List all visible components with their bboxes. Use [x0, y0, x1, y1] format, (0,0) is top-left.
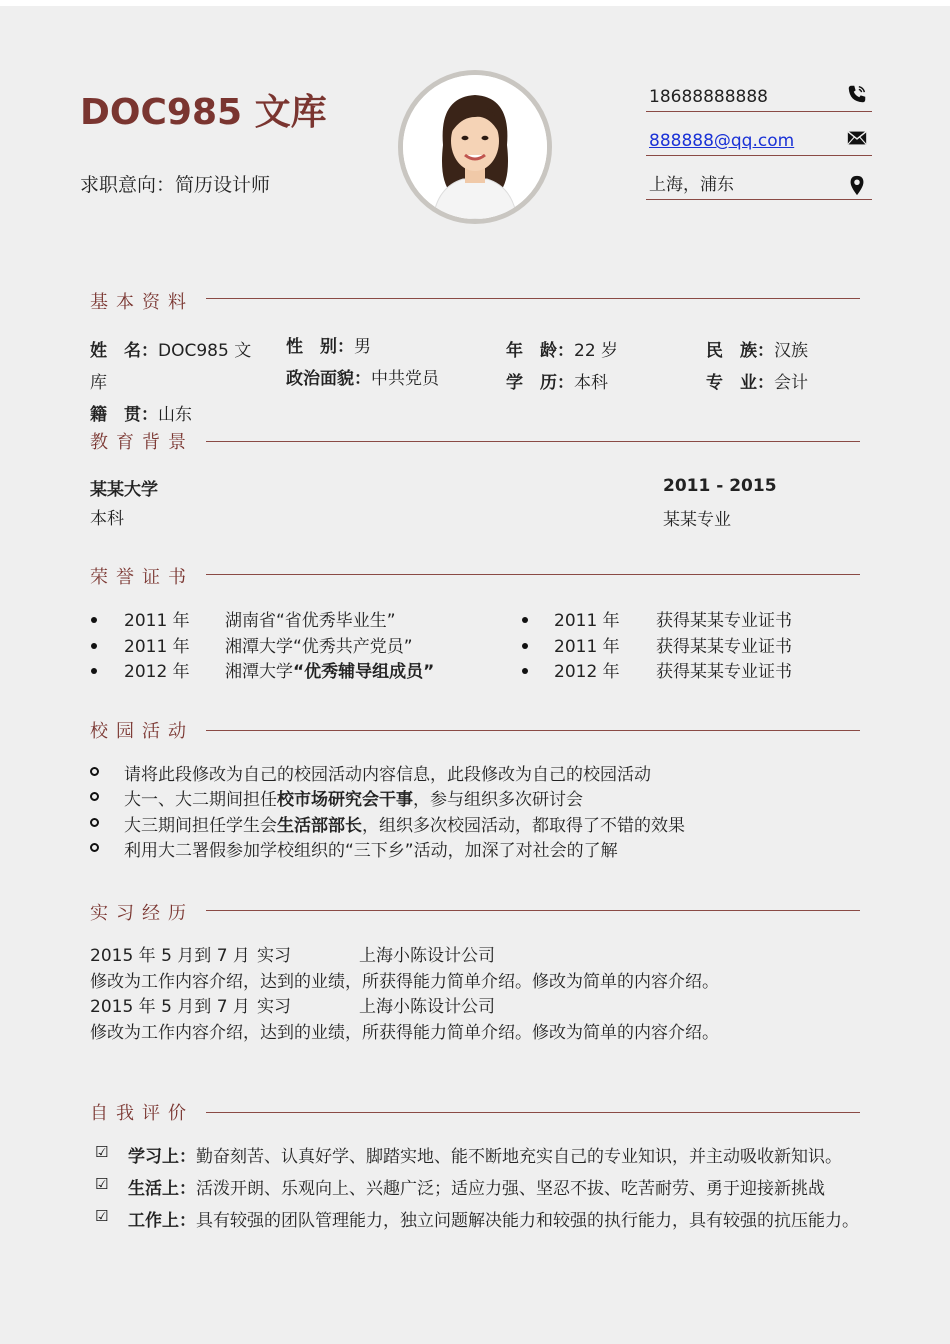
education-label: 学 历： — [506, 373, 574, 393]
cert-text: 获得某某专业证书 — [656, 662, 792, 682]
gender-label: 性 别： — [286, 337, 354, 357]
campus-text: ，组织多次校园活动，都取得了不错的效果 — [362, 816, 685, 836]
honor-year: 2011 年 — [124, 637, 190, 657]
major-label: 专 业： — [706, 373, 774, 393]
honor-text: 湘潭大学“优秀共产党员” — [225, 637, 413, 657]
campus-item — [124, 836, 618, 861]
honor-text-group — [225, 657, 434, 682]
cert-year: 2011 年 — [554, 611, 620, 631]
basic-major-field — [706, 368, 808, 393]
section-divider — [206, 298, 860, 299]
resume-page — [0, 6, 950, 1344]
intern-company: 上海小陈设计公司 — [359, 946, 495, 966]
intern-desc: 修改为工作内容介绍，达到的业绩，所获得能力简单介绍。修改为简单的内容介绍。 — [90, 1023, 719, 1043]
education-major: 某某专业 — [663, 510, 731, 530]
campus-text: 大一、大二期间担任 — [124, 790, 277, 810]
phone-number[interactable]: 18688888888 — [649, 87, 768, 107]
location-icon — [846, 173, 868, 197]
honor-text-bold: “优秀辅导组成员” — [293, 662, 435, 682]
degree: 本科 — [90, 509, 124, 529]
checkbox-icon: ☑ — [95, 1207, 109, 1225]
section-title-internship: 实习经历 — [90, 903, 194, 924]
section-title-honors: 荣誉证书 — [90, 567, 194, 588]
honor-text: 湖南省“省优秀毕业生” — [225, 611, 396, 631]
checkbox-icon: ☑ — [95, 1175, 109, 1193]
portrait-image — [403, 75, 547, 219]
cert-year: 2011 年 — [554, 637, 620, 657]
campus-item — [124, 811, 685, 836]
basic-education-field — [506, 368, 608, 393]
honor-text: 湘潭大学 — [225, 662, 293, 682]
bullet — [91, 617, 97, 623]
self-label: 学习上： — [128, 1147, 196, 1167]
section-divider — [206, 910, 860, 911]
self-label: 生活上： — [128, 1179, 196, 1199]
cert-text: 获得某某专业证书 — [656, 611, 792, 631]
mail-icon — [846, 127, 868, 149]
cert-year: 2012 年 — [554, 662, 620, 682]
email-link[interactable]: 888888@qq.com — [649, 131, 795, 151]
bullet — [522, 643, 528, 649]
contact-email-row — [646, 116, 872, 156]
basic-political-field — [286, 364, 439, 389]
ring-bullet — [90, 792, 99, 801]
section-title-basic: 基本资料 — [90, 292, 194, 313]
basic-origin-field — [90, 400, 192, 425]
phone-icon — [846, 83, 868, 105]
campus-text-bold: 生活部部长 — [277, 816, 362, 836]
section-title-education: 教育背景 — [90, 432, 194, 453]
political-label: 政治面貌： — [286, 369, 371, 389]
basic-age-field — [506, 336, 618, 361]
origin-label: 籍 贯： — [90, 405, 158, 425]
intern-role: 实习 — [257, 946, 291, 966]
bullet — [522, 668, 528, 674]
address: 上海，浦东 — [649, 175, 734, 195]
self-text: 具有较强的团队管理能力，独立问题解决能力和较强的执行能力，具有较强的抗压能力。 — [196, 1211, 859, 1231]
self-text: 活泼开朗、乐观向上、兴趣广泛；适应力强、坚忍不拔、吃苦耐劳、勇于迎接新挑战 — [196, 1179, 825, 1199]
section-divider — [206, 1112, 860, 1113]
age-label: 年 龄： — [506, 341, 574, 361]
checkbox-icon: ☑ — [95, 1143, 109, 1161]
intern-date: 2015 年 5 月到 7 月 — [90, 946, 250, 966]
profile-photo — [398, 70, 552, 224]
ring-bullet — [90, 843, 99, 852]
ethnic-label: 民 族： — [706, 341, 774, 361]
name-value: DOC985 文 — [158, 341, 252, 361]
self-text: 勤奋刻苦、认真好学、脚踏实地、能不断地充实自己的专业知识，并主动吸收新知识。 — [196, 1147, 842, 1167]
education-value: 本科 — [574, 373, 608, 393]
section-title-self: 自我评价 — [90, 1103, 194, 1124]
campus-text: ，参与组织多次研讨会 — [413, 790, 583, 810]
bullet — [91, 668, 97, 674]
name-value-wrap: 库 — [90, 373, 107, 393]
job-intent: 求职意向：简历设计师 — [80, 174, 271, 196]
campus-text: 请将此段修改为自己的校园活动内容信息，此段修改为自己的校园活动 — [124, 765, 651, 785]
contact-phone-row — [646, 72, 872, 112]
self-item — [128, 1206, 859, 1231]
age-value: 22 岁 — [574, 341, 619, 361]
honor-year: 2012 年 — [124, 662, 190, 682]
gender-value: 男 — [354, 337, 371, 357]
name-label: 姓 名： — [90, 341, 158, 361]
bullet — [91, 643, 97, 649]
self-item — [128, 1142, 842, 1167]
basic-ethnic-field — [706, 336, 808, 361]
self-item — [128, 1174, 825, 1199]
self-label: 工作上： — [128, 1211, 196, 1231]
section-divider — [206, 730, 860, 731]
honor-year: 2011 年 — [124, 611, 190, 631]
intern-company: 上海小陈设计公司 — [359, 997, 495, 1017]
intern-date: 2015 年 5 月到 7 月 — [90, 997, 250, 1017]
origin-value: 山东 — [158, 405, 192, 425]
basic-gender-field — [286, 332, 371, 357]
bullet — [522, 617, 528, 623]
major-value: 会计 — [774, 373, 808, 393]
section-divider — [206, 574, 860, 575]
candidate-name: DOC985 文库 — [80, 92, 327, 133]
section-title-campus: 校园活动 — [90, 721, 194, 742]
political-value: 中共党员 — [371, 369, 439, 389]
campus-text: 利用大二署假参加学校组织的“三下乡”活动，加深了对社会的了解 — [124, 841, 618, 861]
intern-role: 实习 — [257, 997, 291, 1017]
education-years: 2011 - 2015 — [663, 476, 777, 496]
campus-text-bold: 校市场研究会干事 — [277, 790, 413, 810]
campus-item — [124, 760, 651, 785]
basic-name-field — [90, 336, 251, 361]
ethnic-value: 汉族 — [774, 341, 808, 361]
school-name: 某某大学 — [90, 480, 158, 500]
contact-address-row — [646, 160, 872, 200]
campus-text: 大三期间担任学生会 — [124, 816, 277, 836]
ring-bullet — [90, 767, 99, 776]
cert-text: 获得某某专业证书 — [656, 637, 792, 657]
section-divider — [206, 441, 860, 442]
campus-item — [124, 785, 583, 810]
intern-desc: 修改为工作内容介绍，达到的业绩，所获得能力简单介绍。修改为简单的内容介绍。 — [90, 972, 719, 992]
ring-bullet — [90, 818, 99, 827]
